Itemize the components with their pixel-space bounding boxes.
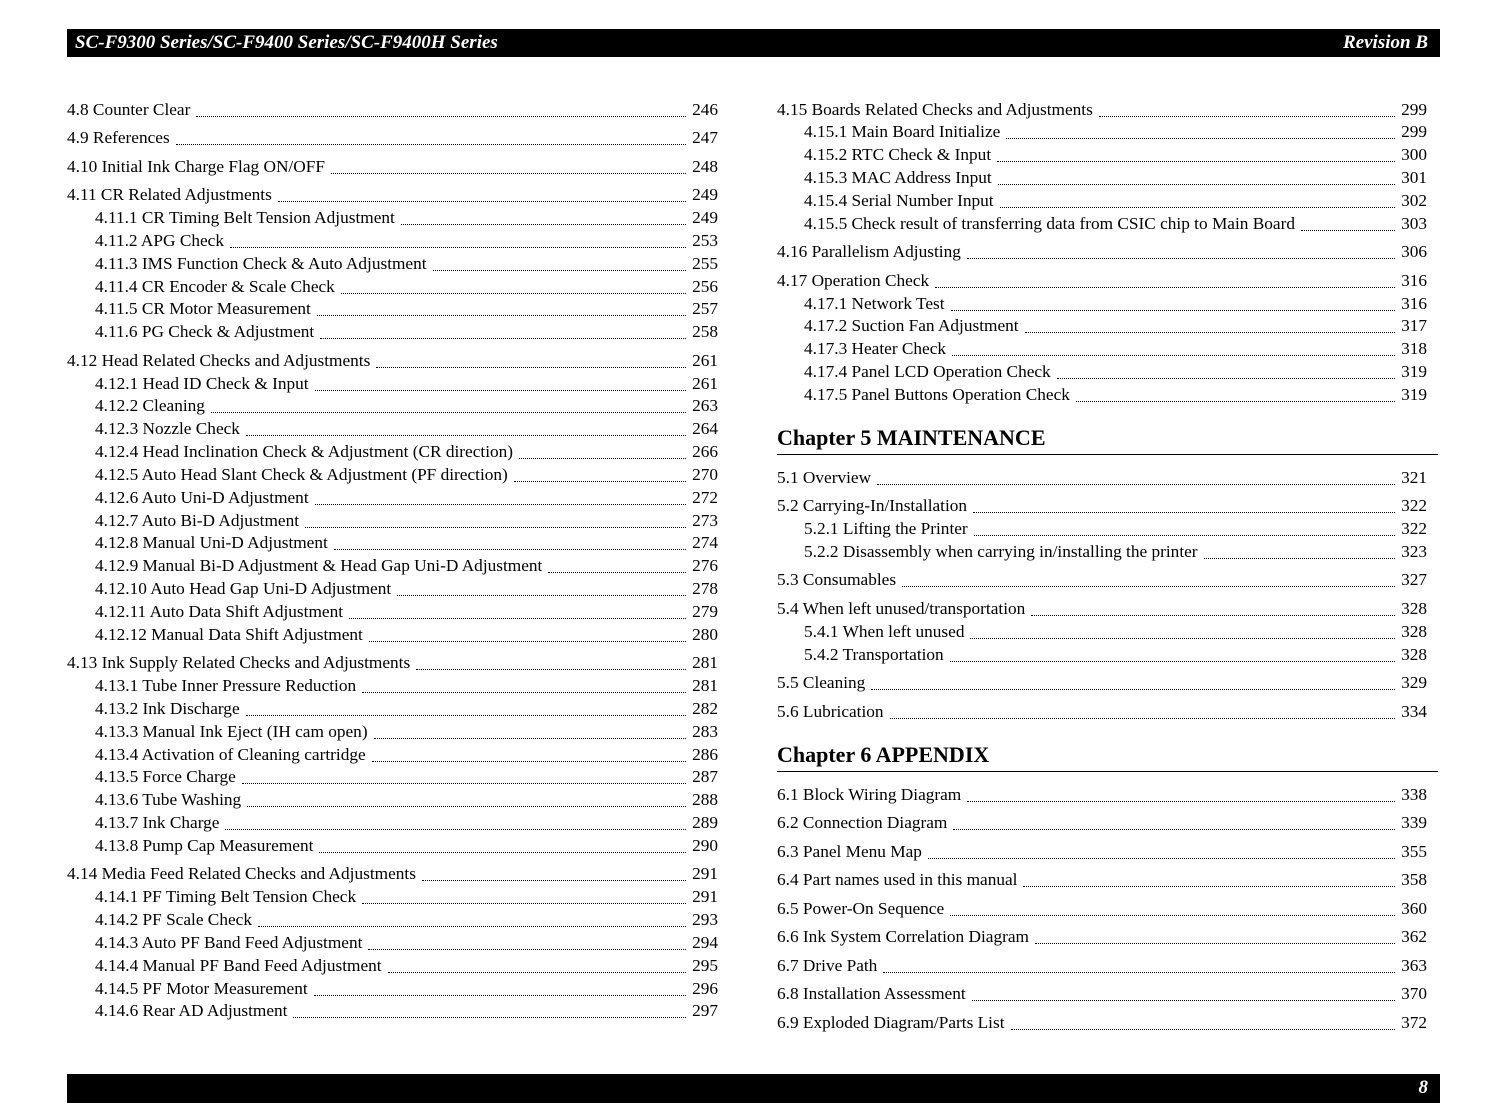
toc-entry-page: 253 bbox=[692, 231, 718, 250]
toc-entry[interactable] bbox=[95, 789, 718, 811]
toc-entry-title: 6.4 Part names used in this manual bbox=[777, 870, 1018, 889]
dot-leader bbox=[1023, 886, 1395, 887]
dot-leader bbox=[368, 949, 686, 950]
dot-leader bbox=[997, 161, 1395, 162]
toc-entry[interactable] bbox=[804, 541, 1427, 563]
toc-entry-page: 327 bbox=[1401, 570, 1427, 589]
toc-entry-page: 370 bbox=[1401, 984, 1427, 1003]
toc-entry-title: 4.13.8 Pump Cap Measurement bbox=[95, 836, 314, 855]
toc-entry-title: 6.3 Panel Menu Map bbox=[777, 842, 922, 861]
toc-entry[interactable] bbox=[777, 784, 1427, 806]
toc-entry[interactable] bbox=[95, 298, 718, 320]
page-number: 8 bbox=[1418, 1077, 1428, 1098]
toc-entry-page: 274 bbox=[692, 533, 718, 552]
toc-entry-page: 316 bbox=[1401, 271, 1427, 290]
dot-leader bbox=[519, 458, 686, 459]
toc-entry-page: 283 bbox=[692, 722, 718, 741]
toc-entry[interactable] bbox=[804, 167, 1427, 189]
toc-entry-title: 4.13.4 Activation of Cleaning cartridge bbox=[95, 745, 366, 764]
toc-entry[interactable] bbox=[804, 384, 1427, 406]
toc-entry-page: 321 bbox=[1401, 468, 1427, 487]
toc-entry-page: 287 bbox=[692, 767, 718, 786]
toc-entry[interactable] bbox=[95, 978, 718, 1000]
toc-entry[interactable] bbox=[777, 569, 1427, 591]
dot-leader bbox=[1025, 332, 1395, 333]
toc-entry[interactable] bbox=[804, 361, 1427, 383]
dot-leader bbox=[416, 669, 686, 670]
toc-entry-page: 248 bbox=[692, 157, 718, 176]
dot-leader bbox=[1035, 943, 1395, 944]
dot-leader bbox=[376, 367, 686, 368]
toc-entry-page: 281 bbox=[692, 653, 718, 672]
toc-entry-page: 297 bbox=[692, 1001, 718, 1020]
dot-leader bbox=[928, 858, 1395, 859]
toc-entry-page: 281 bbox=[692, 676, 718, 695]
toc-entry-title: 6.1 Block Wiring Diagram bbox=[777, 785, 962, 804]
toc-entry-title: 5.3 Consumables bbox=[777, 570, 897, 589]
dot-leader bbox=[422, 880, 686, 881]
toc-entry[interactable] bbox=[95, 955, 718, 977]
chapter-rule bbox=[777, 454, 1438, 455]
toc-entry-title: 4.17 Operation Check bbox=[777, 271, 930, 290]
toc-entry-page: 270 bbox=[692, 465, 718, 484]
toc-entry-title: 5.1 Overview bbox=[777, 468, 872, 487]
toc-entry-title: 4.15.1 Main Board Initialize bbox=[804, 122, 1001, 141]
toc-entry-title: 4.12.5 Auto Head Slant Check & Adjustment (PF direction) bbox=[95, 465, 508, 484]
toc-entry-title: 4.14.5 PF Motor Measurement bbox=[95, 979, 308, 998]
toc-entry[interactable] bbox=[95, 207, 718, 229]
toc-entry-page: 338 bbox=[1401, 785, 1427, 804]
dot-leader bbox=[331, 173, 686, 174]
header-bar bbox=[67, 29, 1440, 57]
toc-entry[interactable] bbox=[777, 1012, 1427, 1034]
toc-entry-page: 360 bbox=[1401, 899, 1427, 918]
toc-entry[interactable] bbox=[95, 932, 718, 954]
toc-entry[interactable] bbox=[804, 121, 1427, 143]
toc-entry-title: 5.4.1 When left unused bbox=[804, 622, 965, 641]
toc-entry-title: 4.17.4 Panel LCD Operation Check bbox=[804, 362, 1051, 381]
toc-entry-page: 246 bbox=[692, 100, 718, 119]
toc-entry-title: 4.12.6 Auto Uni-D Adjustment bbox=[95, 488, 309, 507]
toc-entry-page: 362 bbox=[1401, 927, 1427, 946]
toc-entry-title: 4.12.9 Manual Bi-D Adjustment & Head Gap Uni-D Adjustment bbox=[95, 556, 543, 575]
toc-entry-page: 272 bbox=[692, 488, 718, 507]
toc-entry[interactable] bbox=[777, 701, 1427, 723]
toc-entry-page: 294 bbox=[692, 933, 718, 952]
dot-leader bbox=[972, 1000, 1395, 1001]
toc-entry[interactable] bbox=[67, 99, 718, 121]
toc-entry[interactable] bbox=[777, 99, 1427, 121]
toc-entry-title: 5.2.2 Disassembly when carrying in/installing the printer bbox=[804, 542, 1198, 561]
toc-entry-page: 255 bbox=[692, 254, 718, 273]
toc-entry-page: 339 bbox=[1401, 813, 1427, 832]
dot-leader bbox=[349, 618, 686, 619]
toc-entry-title: 4.11.2 APG Check bbox=[95, 231, 224, 250]
toc-entry[interactable] bbox=[777, 869, 1427, 891]
toc-entry[interactable] bbox=[95, 487, 718, 509]
dot-leader bbox=[1057, 378, 1395, 379]
toc-entry[interactable] bbox=[67, 652, 718, 674]
toc-entry[interactable] bbox=[95, 835, 718, 857]
toc-entry-page: 355 bbox=[1401, 842, 1427, 861]
toc-entry[interactable] bbox=[95, 464, 718, 486]
toc-entry-page: 329 bbox=[1401, 673, 1427, 692]
toc-entry-title: 4.12.10 Auto Head Gap Uni-D Adjustment bbox=[95, 579, 392, 598]
toc-entry-page: 319 bbox=[1401, 362, 1427, 381]
dot-leader bbox=[952, 355, 1395, 356]
dot-leader bbox=[211, 412, 686, 413]
toc-entry-title: 4.13.5 Force Charge bbox=[95, 767, 236, 786]
toc-entry-title: 4.8 Counter Clear bbox=[67, 100, 191, 119]
toc-entry[interactable] bbox=[95, 555, 718, 577]
dot-leader bbox=[319, 852, 686, 853]
toc-entry[interactable] bbox=[67, 184, 718, 206]
toc-entry-page: 303 bbox=[1401, 214, 1427, 233]
toc-entry-title: 6.7 Drive Path bbox=[777, 956, 878, 975]
toc-entry[interactable] bbox=[67, 156, 718, 178]
toc-entry-title: 4.12.8 Manual Uni-D Adjustment bbox=[95, 533, 328, 552]
dot-leader bbox=[890, 718, 1396, 719]
toc-entry[interactable] bbox=[95, 721, 718, 743]
dot-leader bbox=[951, 310, 1396, 311]
toc-entry[interactable] bbox=[777, 598, 1427, 620]
dot-leader bbox=[369, 641, 686, 642]
toc-entry-page: 323 bbox=[1401, 542, 1427, 561]
toc-entry-title: 4.12.2 Cleaning bbox=[95, 396, 205, 415]
toc-entry-page: 299 bbox=[1401, 100, 1427, 119]
toc-entry-page: 261 bbox=[692, 351, 718, 370]
dot-leader bbox=[1099, 116, 1395, 117]
toc-entry[interactable] bbox=[804, 293, 1427, 315]
toc-entry-title: 5.2 Carrying-In/Installation bbox=[777, 496, 968, 515]
toc-entry-title: 4.16 Parallelism Adjusting bbox=[777, 242, 961, 261]
toc-entry[interactable] bbox=[95, 675, 718, 697]
toc-entry-title: 4.13.3 Manual Ink Eject (IH cam open) bbox=[95, 722, 368, 741]
dot-leader bbox=[877, 484, 1395, 485]
toc-entry-title: 4.11 CR Related Adjustments bbox=[67, 185, 272, 204]
toc-entry-page: 293 bbox=[692, 910, 718, 929]
toc-entry-title: 6.2 Connection Diagram bbox=[777, 813, 948, 832]
toc-entry-page: 273 bbox=[692, 511, 718, 530]
toc-entry[interactable] bbox=[777, 241, 1427, 263]
toc-entry[interactable] bbox=[777, 841, 1427, 863]
toc-entry-title: 4.14.4 Manual PF Band Feed Adjustment bbox=[95, 956, 382, 975]
toc-entry[interactable] bbox=[777, 955, 1427, 977]
dot-leader bbox=[362, 903, 686, 904]
toc-entry-title: 4.15.2 RTC Check & Input bbox=[804, 145, 992, 164]
toc-entry-title: 4.17.1 Network Test bbox=[804, 294, 945, 313]
toc-entry-title: 4.17.2 Suction Fan Adjustment bbox=[804, 316, 1019, 335]
toc-entry[interactable] bbox=[777, 270, 1427, 292]
dot-leader bbox=[950, 915, 1395, 916]
toc-entry-page: 278 bbox=[692, 579, 718, 598]
toc-entry-title: 4.15 Boards Related Checks and Adjustments bbox=[777, 100, 1093, 119]
dot-leader bbox=[372, 761, 686, 762]
dot-leader bbox=[902, 586, 1395, 587]
toc-entry[interactable] bbox=[95, 441, 718, 463]
toc-entry-title: 4.17.5 Panel Buttons Operation Check bbox=[804, 385, 1070, 404]
toc-entry[interactable] bbox=[95, 744, 718, 766]
toc-entry[interactable] bbox=[95, 276, 718, 298]
dot-leader bbox=[315, 504, 686, 505]
toc-entry[interactable] bbox=[95, 321, 718, 343]
toc-entry-page: 290 bbox=[692, 836, 718, 855]
toc-entry-title: 4.12 Head Related Checks and Adjustments bbox=[67, 351, 371, 370]
dot-leader bbox=[247, 806, 686, 807]
toc-entry-page: 334 bbox=[1401, 702, 1427, 721]
toc-entry-page: 328 bbox=[1401, 645, 1427, 664]
toc-entry-title: 6.6 Ink System Correlation Diagram bbox=[777, 927, 1029, 946]
toc-entry-page: 289 bbox=[692, 813, 718, 832]
toc-entry[interactable] bbox=[95, 510, 718, 532]
toc-entry-title: 4.14.6 Rear AD Adjustment bbox=[95, 1001, 288, 1020]
toc-entry-title: 4.13.1 Tube Inner Pressure Reduction bbox=[95, 676, 357, 695]
toc-entry-page: 319 bbox=[1401, 385, 1427, 404]
toc-entry-title: 4.14 Media Feed Related Checks and Adjustments bbox=[67, 864, 416, 883]
toc-entry-page: 256 bbox=[692, 277, 718, 296]
toc-entry[interactable] bbox=[95, 578, 718, 600]
dot-leader bbox=[1204, 558, 1396, 559]
dot-leader bbox=[293, 1017, 686, 1018]
toc-entry-title: 4.11.3 IMS Function Check & Auto Adjustment bbox=[95, 254, 427, 273]
toc-entry-title: 4.17.3 Heater Check bbox=[804, 339, 947, 358]
dot-leader bbox=[548, 572, 686, 573]
toc-entry-title: 4.12.12 Manual Data Shift Adjustment bbox=[95, 625, 363, 644]
dot-leader bbox=[1301, 230, 1395, 231]
toc-entry-title: 4.14.3 Auto PF Band Feed Adjustment bbox=[95, 933, 363, 952]
toc-entry-title: 4.15.5 Check result of transferring data from CSIC chip to Main Board bbox=[804, 214, 1295, 233]
toc-entry-title: 4.11.6 PG Check & Adjustment bbox=[95, 322, 315, 341]
toc-entry-title: 5.4.2 Transportation bbox=[804, 645, 944, 664]
toc-entry-page: 291 bbox=[692, 887, 718, 906]
document-title: SC-F9300 Series/SC-F9400 Series/SC-F9400H Series bbox=[75, 32, 498, 53]
toc-entry-page: 322 bbox=[1401, 496, 1427, 515]
toc-entry-title: 6.9 Exploded Diagram/Parts List bbox=[777, 1013, 1005, 1032]
toc-entry-page: 316 bbox=[1401, 294, 1427, 313]
dot-leader bbox=[967, 258, 1395, 259]
toc-entry[interactable] bbox=[777, 926, 1427, 948]
dot-leader bbox=[314, 995, 686, 996]
dot-leader bbox=[362, 692, 686, 693]
dot-leader bbox=[196, 116, 686, 117]
dot-leader bbox=[341, 293, 686, 294]
toc-entry-page: 306 bbox=[1401, 242, 1427, 261]
toc-entry-page: 300 bbox=[1401, 145, 1427, 164]
toc-entry-page: 328 bbox=[1401, 622, 1427, 641]
toc-entry[interactable] bbox=[804, 315, 1427, 337]
toc-entry-title: 4.13.6 Tube Washing bbox=[95, 790, 242, 809]
dot-leader bbox=[176, 144, 686, 145]
toc-entry[interactable] bbox=[95, 812, 718, 834]
dot-leader bbox=[1006, 138, 1395, 139]
dot-leader bbox=[1076, 401, 1395, 402]
dot-leader bbox=[883, 972, 1395, 973]
toc-entry-page: 266 bbox=[692, 442, 718, 461]
toc-entry-page: 249 bbox=[692, 185, 718, 204]
toc-entry[interactable] bbox=[777, 898, 1427, 920]
toc-entry[interactable] bbox=[777, 467, 1427, 489]
toc-entry-page: 358 bbox=[1401, 870, 1427, 889]
toc-entry-page: 276 bbox=[692, 556, 718, 575]
toc-entry-title: 5.2.1 Lifting the Printer bbox=[804, 519, 968, 538]
toc-entry[interactable] bbox=[67, 127, 718, 149]
toc-entry[interactable] bbox=[67, 863, 718, 885]
toc-entry[interactable] bbox=[67, 350, 718, 372]
toc-entry-page: 264 bbox=[692, 419, 718, 438]
dot-leader bbox=[1011, 1029, 1396, 1030]
dot-leader bbox=[973, 512, 1395, 513]
toc-entry[interactable] bbox=[95, 395, 718, 417]
toc-entry-page: 295 bbox=[692, 956, 718, 975]
toc-entry-page: 372 bbox=[1401, 1013, 1427, 1032]
dot-leader bbox=[950, 661, 1395, 662]
toc-entry[interactable] bbox=[95, 1000, 718, 1022]
toc-entry[interactable] bbox=[777, 812, 1427, 834]
toc-entry-title: 4.14.2 PF Scale Check bbox=[95, 910, 252, 929]
toc-entry-page: 286 bbox=[692, 745, 718, 764]
dot-leader bbox=[1031, 615, 1395, 616]
toc-entry[interactable] bbox=[95, 532, 718, 554]
toc-entry-page: 302 bbox=[1401, 191, 1427, 210]
toc-entry[interactable] bbox=[804, 644, 1427, 666]
dot-leader bbox=[970, 638, 1395, 639]
dot-leader bbox=[315, 390, 687, 391]
toc-entry-title: 4.15.4 Serial Number Input bbox=[804, 191, 994, 210]
toc-entry-title: 6.5 Power-On Sequence bbox=[777, 899, 945, 918]
dot-leader bbox=[401, 224, 686, 225]
toc-entry-title: 4.11.5 CR Motor Measurement bbox=[95, 299, 311, 318]
toc-entry[interactable] bbox=[804, 213, 1427, 235]
dot-leader bbox=[871, 689, 1395, 690]
toc-entry-title: 4.14.1 PF Timing Belt Tension Check bbox=[95, 887, 357, 906]
dot-leader bbox=[998, 184, 1395, 185]
toc-entry-title: 4.13.7 Ink Charge bbox=[95, 813, 220, 832]
chapter-heading: Chapter 6 APPENDIX bbox=[777, 742, 990, 767]
toc-entry-title: 4.10 Initial Ink Charge Flag ON/OFF bbox=[67, 157, 325, 176]
toc-entry[interactable] bbox=[95, 698, 718, 720]
toc-entry[interactable] bbox=[95, 253, 718, 275]
dot-leader bbox=[230, 247, 686, 248]
toc-entry-title: 4.11.4 CR Encoder & Scale Check bbox=[95, 277, 335, 296]
dot-leader bbox=[305, 527, 686, 528]
toc-entry[interactable] bbox=[777, 983, 1427, 1005]
toc-entry-page: 282 bbox=[692, 699, 718, 718]
toc-entry-page: 280 bbox=[692, 625, 718, 644]
dot-leader bbox=[246, 715, 686, 716]
toc-entry-title: 4.11.1 CR Timing Belt Tension Adjustment bbox=[95, 208, 395, 227]
toc-entry-title: 5.4 When left unused/transportation bbox=[777, 599, 1026, 618]
revision-label: Revision B bbox=[1343, 32, 1428, 53]
dot-leader bbox=[242, 783, 686, 784]
toc-entry-page: 363 bbox=[1401, 956, 1427, 975]
toc-entry[interactable] bbox=[804, 518, 1427, 540]
toc-entry-page: 328 bbox=[1401, 599, 1427, 618]
toc-entry-page: 249 bbox=[692, 208, 718, 227]
toc-entry-page: 261 bbox=[692, 374, 718, 393]
toc-entry-title: 4.12.11 Auto Data Shift Adjustment bbox=[95, 602, 344, 621]
dot-leader bbox=[225, 829, 686, 830]
toc-entry[interactable] bbox=[804, 144, 1427, 166]
toc-entry[interactable] bbox=[95, 230, 718, 252]
toc-entry[interactable] bbox=[777, 495, 1427, 517]
toc-entry-title: 4.12.3 Nozzle Check bbox=[95, 419, 240, 438]
toc-entry-page: 258 bbox=[692, 322, 718, 341]
chapter-rule bbox=[777, 771, 1438, 772]
toc-entry-page: 296 bbox=[692, 979, 718, 998]
toc-entry[interactable] bbox=[95, 601, 718, 623]
dot-leader bbox=[935, 287, 1395, 288]
dot-leader bbox=[433, 270, 687, 271]
toc-entry-page: 247 bbox=[692, 128, 718, 147]
toc-entry-title: 5.6 Lubrication bbox=[777, 702, 884, 721]
dot-leader bbox=[246, 435, 686, 436]
toc-entry-title: 4.15.3 MAC Address Input bbox=[804, 168, 992, 187]
dot-leader bbox=[953, 829, 1395, 830]
dot-leader bbox=[397, 595, 686, 596]
toc-entry-title: 4.12.1 Head ID Check & Input bbox=[95, 374, 309, 393]
toc-entry-page: 291 bbox=[692, 864, 718, 883]
dot-leader bbox=[258, 926, 686, 927]
toc-entry[interactable] bbox=[95, 766, 718, 788]
dot-leader bbox=[967, 801, 1395, 802]
dot-leader bbox=[278, 201, 686, 202]
footer-bar bbox=[67, 1074, 1440, 1103]
toc-entry-title: 4.13 Ink Supply Related Checks and Adjustments bbox=[67, 653, 411, 672]
toc-entry-title: 6.8 Installation Assessment bbox=[777, 984, 966, 1003]
dot-leader bbox=[320, 338, 686, 339]
toc-entry[interactable] bbox=[95, 624, 718, 646]
toc-entry-page: 322 bbox=[1401, 519, 1427, 538]
toc-entry-page: 257 bbox=[692, 299, 718, 318]
toc-entry-page: 299 bbox=[1401, 122, 1427, 141]
toc-entry[interactable] bbox=[95, 886, 718, 908]
dot-leader bbox=[514, 481, 686, 482]
toc-entry-page: 301 bbox=[1401, 168, 1427, 187]
toc-entry-title: 4.12.7 Auto Bi-D Adjustment bbox=[95, 511, 300, 530]
dot-leader bbox=[334, 549, 686, 550]
toc-entry[interactable] bbox=[804, 338, 1427, 360]
dot-leader bbox=[374, 738, 687, 739]
dot-leader bbox=[974, 535, 1395, 536]
toc-entry-title: 5.5 Cleaning bbox=[777, 673, 866, 692]
toc-entry[interactable] bbox=[95, 909, 718, 931]
toc-entry[interactable] bbox=[804, 190, 1427, 212]
toc-entry-title: 4.9 References bbox=[67, 128, 170, 147]
toc-entry-page: 288 bbox=[692, 790, 718, 809]
toc-entry-title: 4.13.2 Ink Discharge bbox=[95, 699, 240, 718]
toc-entry[interactable] bbox=[804, 621, 1427, 643]
chapter-heading: Chapter 5 MAINTENANCE bbox=[777, 425, 1046, 450]
toc-entry-title: 4.12.4 Head Inclination Check & Adjustment (CR direction) bbox=[95, 442, 514, 461]
toc-entry-page: 279 bbox=[692, 602, 718, 621]
toc-entry-page: 318 bbox=[1401, 339, 1427, 358]
toc-entry-page: 263 bbox=[692, 396, 718, 415]
dot-leader bbox=[317, 315, 686, 316]
toc-entry[interactable] bbox=[777, 672, 1427, 694]
toc-entry-page: 317 bbox=[1401, 316, 1427, 335]
dot-leader bbox=[388, 972, 687, 973]
toc-entry[interactable] bbox=[95, 418, 718, 440]
toc-entry[interactable] bbox=[95, 373, 718, 395]
dot-leader bbox=[1000, 207, 1395, 208]
